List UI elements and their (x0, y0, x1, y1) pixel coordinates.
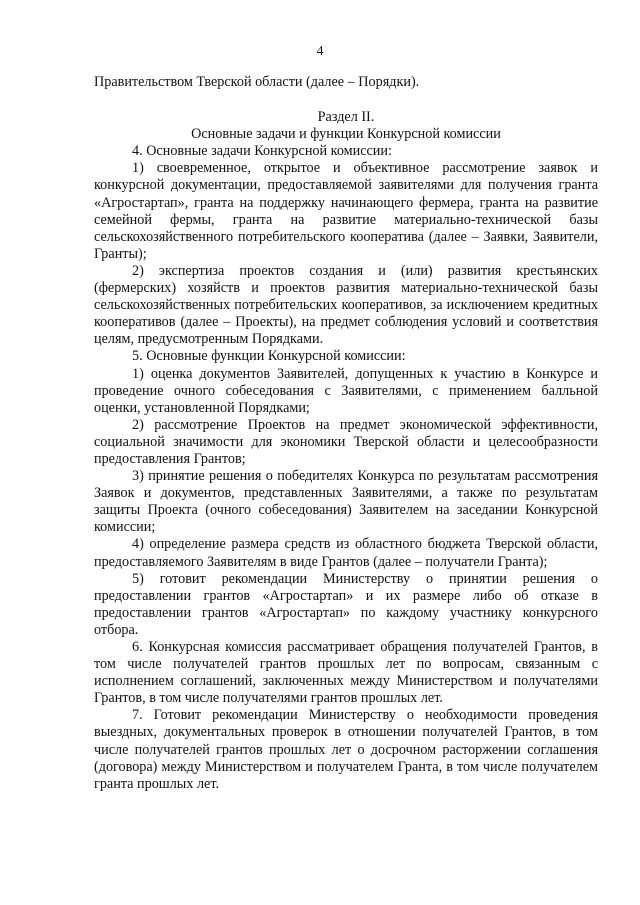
page-number: 4 (316, 44, 324, 59)
paragraph-5-item-2: 2) рассмотрение Проектов на предмет экономической эффективности, социальной значимости для экономики Тверской области и целесообразности предоставления Грантов; (94, 416, 598, 467)
paragraph-4-item-1: 1) своевременное, открытое и объективное рассмотрение заявок и конкурсной документации, предоставляемой заявителями для получения гранта «Агростартап», гранта на поддержку начинающего фермера, гранта на развитие семейной фермы, гранта на развитие материально-технической базы сельскохозяйственного потребительского кооператива (далее – Заявки, Заявители, Гранты); (94, 160, 598, 262)
paragraph-6: 6. Конкурсная комиссия рассматривает обращения получателей Грантов, в том числе получателей грантов прошлых лет по вопросам, связанным с исполнением соглашений, заключенных между Министерством и получателями Грантов, в том числе получателями грантов прошлых лет. (94, 639, 598, 707)
paragraph-4-heading: 4. Основные задачи Конкурсной комиссии: (132, 143, 392, 160)
paragraph-5-item-5: 5) готовит рекомендации Министерству о принятии решения о предоставлении грантов «Агростартап» и их размере либо об отказе в предоставлении грантов «Агростартап» по каждому участнику конкурсного отбора. (94, 570, 598, 638)
section-number: Раздел II. (317, 109, 375, 126)
paragraph-7: 7. Готовит рекомендации Министерству о необходимости проведения выездных, документальных проверок в отношении получателей Грантов, в том числе получателей грантов прошлых лет о досрочном расторжении соглашения (договора) между Министерством и получателем Гранта, в том числе получателем гранта прошлых лет. (94, 707, 598, 792)
paragraph-5-heading: 5. Основные функции Конкурсной комиссии: (132, 348, 406, 365)
intro-line: Правительством Тверской области (далее – Порядки). (94, 74, 420, 90)
paragraph-4-item-2: 2) экспертиза проектов создания и (или) развития крестьянских (фермерских) хозяйств и проектов развития материально-технической базы сельскохозяйственных потребительских кооперативов, за исключением кредитных кооперативов (далее – Проекты), на предмет соблюдения условий и соответствия целям, предусмотренным Порядками. (94, 262, 598, 348)
paragraph-5-item-4: 4) определение размера средств из областного бюджета Тверской области, предоставляемого Заявителям в виде Грантов (далее – получатели Гранта); (94, 536, 598, 570)
paragraph-5-item-3: 3) принятие решения о победителях Конкурса по результатам рассмотрения Заявок и документов, представленных Заявителями, а также по результатам защиты Проекта (очного собеседования) Заявителем на заседании Конкурсной комиссии; (94, 468, 598, 536)
section-title: Основные задачи и функции Конкурсной комиссии (191, 126, 501, 143)
paragraph-5-item-1: 1) оценка документов Заявителей, допущенных к участию в Конкурсе и проведение очного собеседования с Заявителями, с применением балльной оценки, установленной Порядками; (94, 365, 598, 416)
document-body (94, 74, 598, 793)
